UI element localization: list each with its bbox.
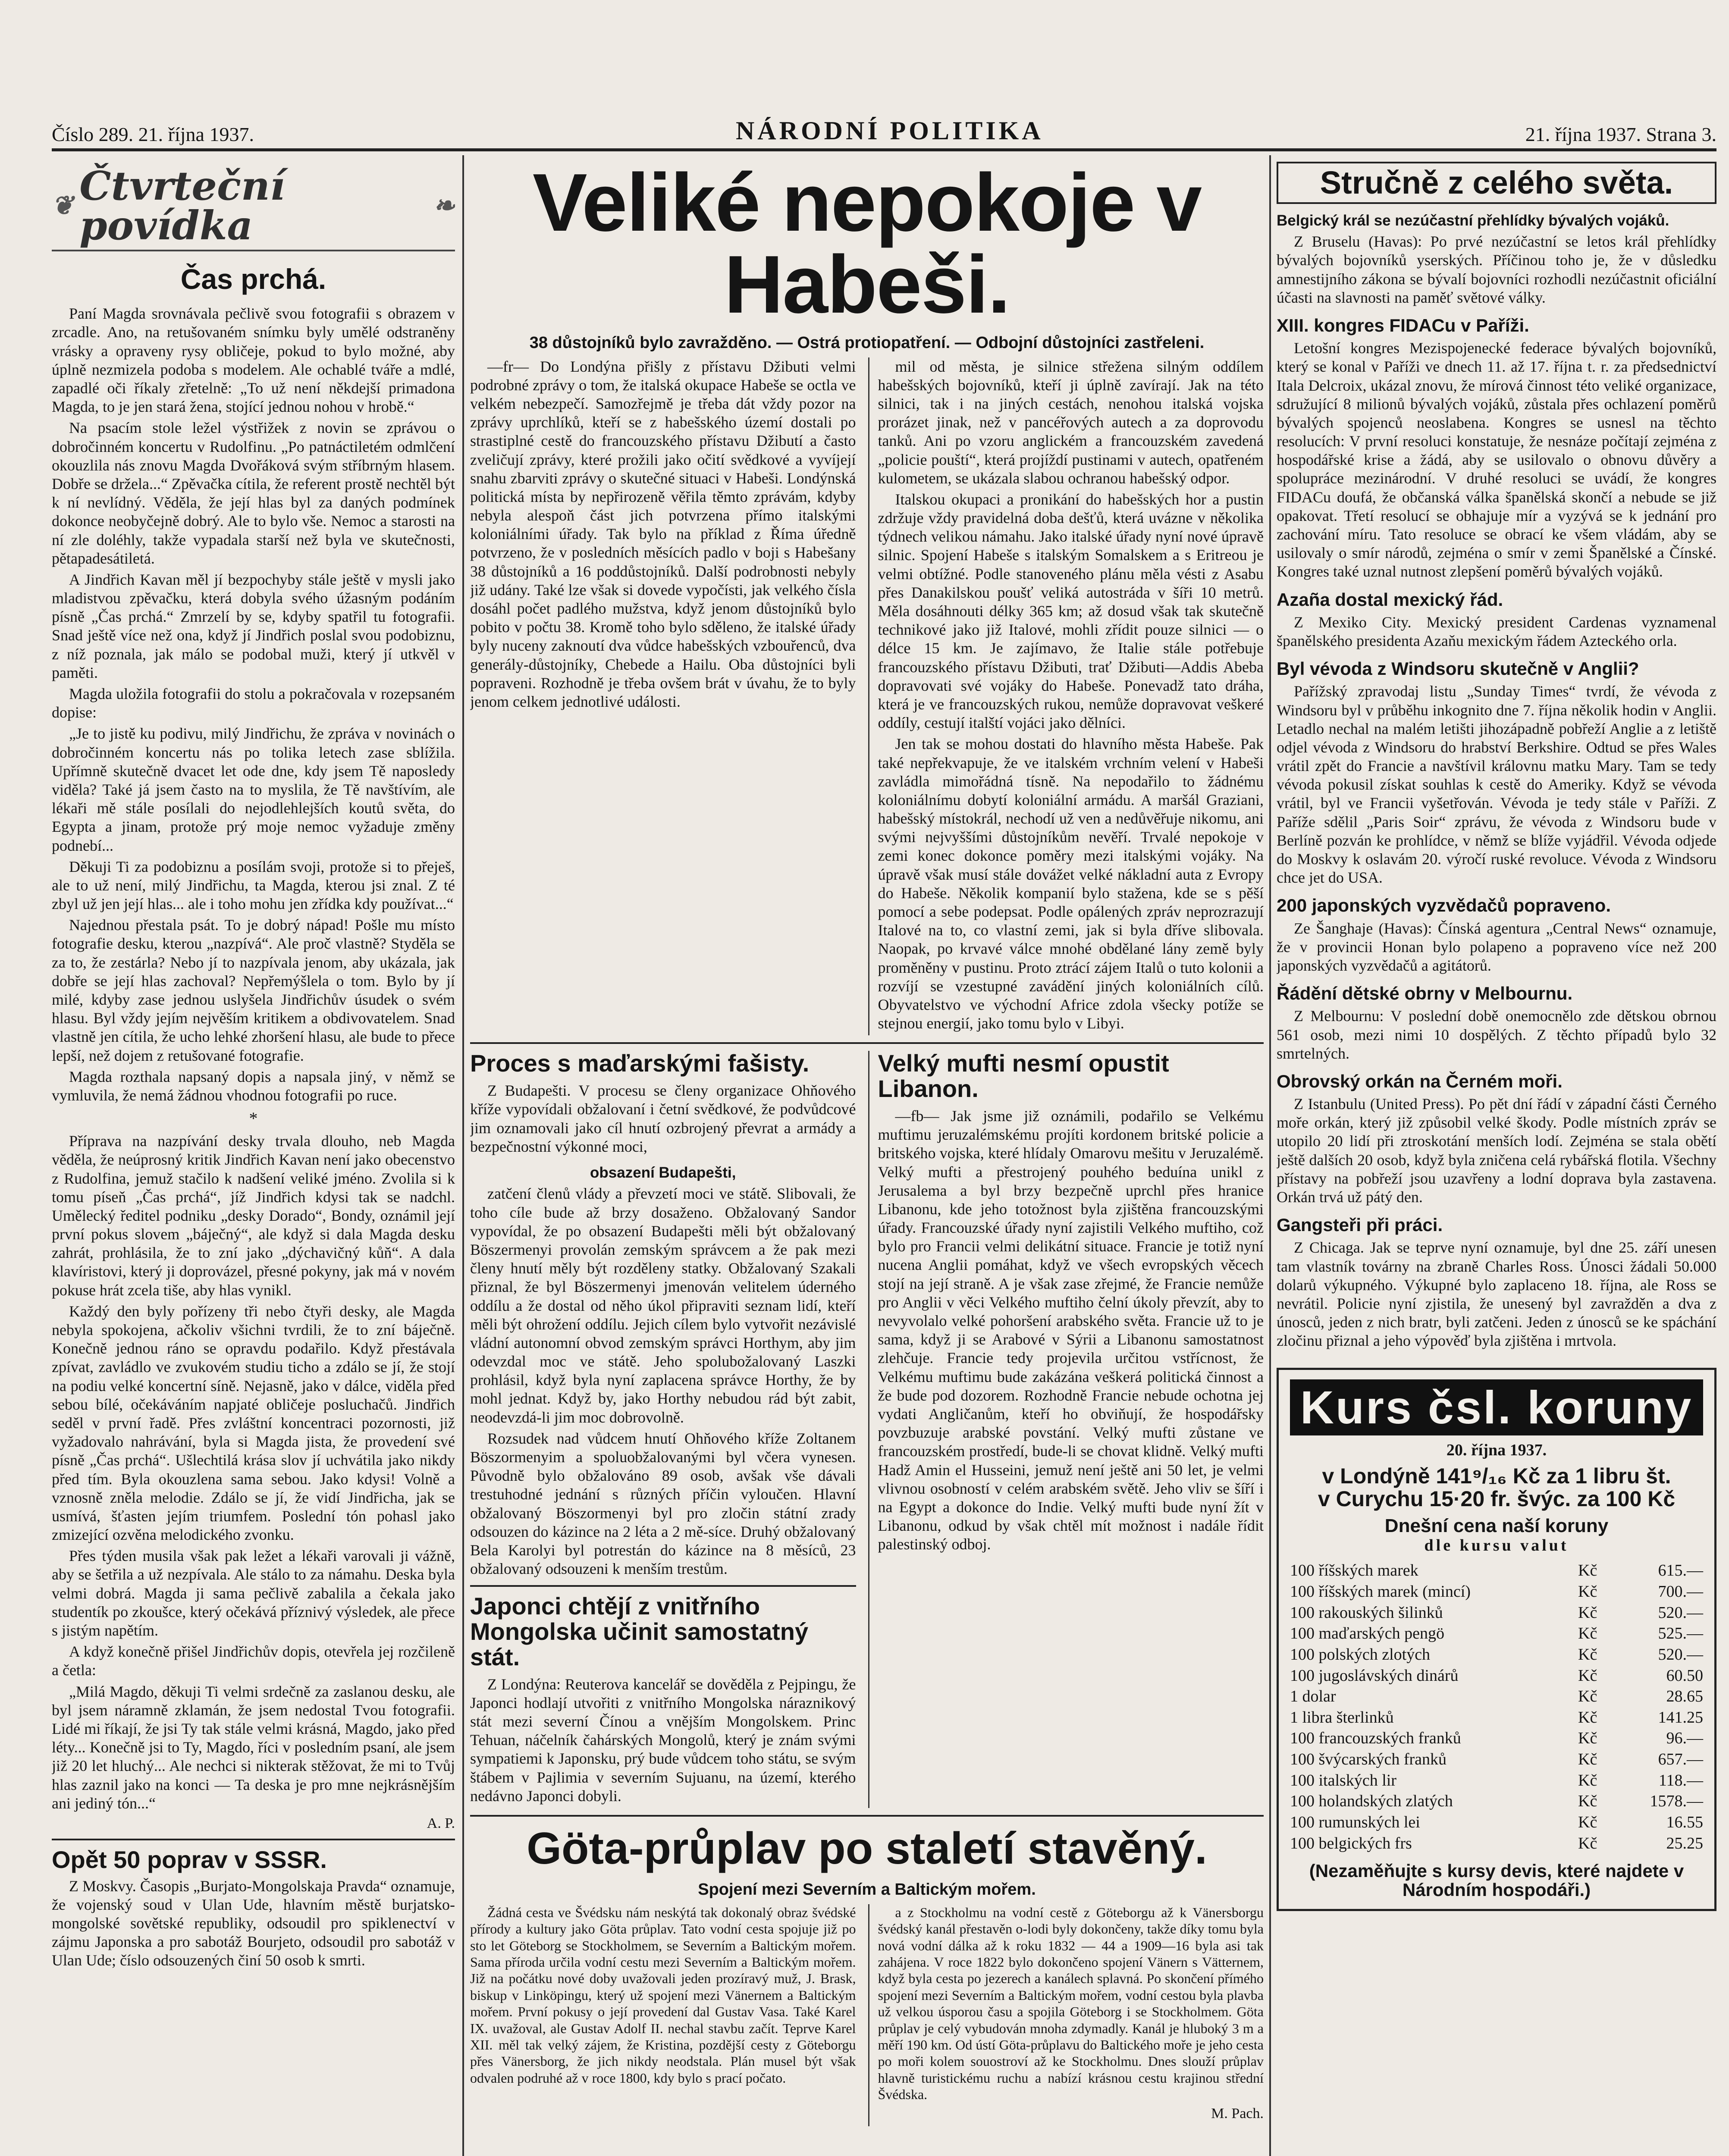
mufti-article: [868, 1051, 1264, 1808]
story-byline: A. P.: [427, 1815, 455, 1831]
habes-paragraph: Italskou okupaci a pronikání do habešských hor a pustin zdržuje vždy pravidelná doba dešťů, která uvázne v několika týdnech velikou námahu. Jako italské úřady nyní nové úpravě silnic. Spojení Habeše s italským Somalskem a s Eritreou je velmi obtížné. Podle stanoveného plánu měla vésti z Asabu přes Danakilskou poušť veliká autostráda v šíři 10 metrů. Měla dosáhnouti délky 365 km; až dosud však tak skutečně technikové jako již Italové, mohli zřídit pouze silnici — o délce 15 km. Je zajímavo, že Italie stále potřebuje francouzského přístavu Džibuti, trať Džibuti—Addis Abeba dopravovati své vojáky do Habeše. Ponevadž tato dráha, která je ve francouzských rukou, nemůže dopravovat veškeré oddíly, cestují italští vojáci jako dělníci.: [878, 490, 1264, 732]
mufti-text: —fb— Jak jsme již oznámili, podařilo se Velkému muftimu jeruzalémskému projíti kordonem britské policie a britského vojska, které hlídaly Omarovu mešitu v Jeruzalémě. Velký mufti a přestrojený pouhého beduína unikl z Jerusalema a byl brzy bezpečně uprchl přes hranice Libanonu, kde jeho totožnost byla zjištěna francouzskými úřady. Francouzské úřady nyní zajistili Velkého muftiho, což bylo pro Francii velmi delikátní situace. Francie je totiž nyní nucena Anglii pomáhat, když ve všech evropských věcech stojí na její straně. A je však zase zřejmé, že Francie nemůže pro Anglii v věci Velkého muftiho čelní úkoly převzít, aby to nevyvolalo velké pohoršení arabského světa. Francie už to je sama, když ji se Arabové v Sýrii a Libanonu samostatnost zlehčuje. Francie tedy projevila určitou vstřícnost, že Velkému muftimu bude zakázána veškerá politická činnost a že bude pod dozorem. Rozhodně Francie nebude ochotna jej vydati Angličanům, kteří ho obviňují, že hospodářsky povzbuzuje arabské povstání. Velký mufti zůstane ve francouzském prostředí, bude-li se chovat klidně. Velký mufti Hadž Amin el Husseini, jemuž není ještě ani 50 let, je velmi vlivnou osobností v celém arabském světě. Jeho vliv se šíří i na Egypt a dokonce do Indie. Velký mufti bude nyní žít v Libanonu, odkud by však chtěl mít možnost i nadále řídit palestinský odboj.: [878, 1107, 1264, 1553]
kurs-title: Kurs čsl. koruny: [1290, 1379, 1703, 1436]
story-paragraph: Děkuji Ti za podobiznu a posílám svoji, protože si to přeješ, ale to už není, milý Jindřichu, ta Magda, kterou jsi znal. Z té zbyl už jen její hlas... ale i toho mohu jen zřídka kdy používat...“: [52, 858, 455, 913]
kurs-london: v Londýně 141⁹/₁₆ Kč za 1 libru št.: [1322, 1464, 1671, 1489]
proces-subhead: obsazení Budapešti,: [590, 1164, 736, 1181]
gota-paragraph: a z Stockholmu na vodní cestě z Göteborgu až k Vänersborgu švédský kanál přestavěn o-lodi byly dokončeny, takže díky tomu byla nová vodní dálka až k roku 1832 — 44 a 1909—16 byla asi tak zahájena. V roce 1822 bylo dokončeno spojení Vänern s Vätternem, když byla cesta po jezerech a kanálech splavná. Po skončení přímého spojení mezi Severním a Baltickým mořem, vodní cestou byla plavba už velkou úsporou času a spojila Göteborg i se Stockholmem. Göta průplav je celý vybudován mnoha zdymadly. Kanál je hluboký 3 m a měří 190 km. Od ústí Göta-průplavu do Baltického moře je jeho cesta po moři kolem souostroví až ke Stockholmu. Dnes slouží průplav hlavně turistickému ruchu a nabízí krásnou cestu krajinou střední Švédska.: [878, 1904, 1264, 2103]
strucne-item: [1277, 1215, 1716, 1350]
rate-row: 1 dolar Kč 28.65: [1290, 1687, 1703, 1706]
divider: [470, 1815, 1264, 1817]
strucne-item-head: Belgický král se nezúčastní přehlídky bývalých vojáků.: [1277, 212, 1669, 229]
story-section-head: ❦ Čtvrteční povídka ❧: [52, 162, 455, 251]
story-paragraph: Najednou přestala psát. To je dobrý nápad! Pošle mu místo fotografie desku, kterou „nazpívá“. Ale proč vlastně? Styděla se za to, že zestárla? Nebo jí to nazpívala jenom, aby ukázala, jak dobře se její hlas zachoval? Nepřemýšlela o tom. Bylo by jí milé, kdyby zase jednou uslyšela Jindřichův úsudek o svém hlasu. Byl vždy jejím nejvěším kritikem a obdivovatelem. Snad vlastně jen cítila, že ucho lehké zhoršení hlasu, ale bude to přece lepší, než dojem z retušované fotografie.: [52, 916, 455, 1064]
kurs-subtitle: Dnešní cena naší koruny: [1384, 1515, 1609, 1537]
habes-paragraph: mil od města, je silnice střežena silným oddílem habešských bojovníků, kteří ji úplně zavírají. Jak na této silnici, tak i na jiných cestách, nenohou italská vojska prorázet jinak, než v pancéřových autech a za doprovodu tanků. Ani po vzoru anglickém a francouzském zavedená „policie pouští“, která projíždí pustinami v autech, opatřeném kulometem, se ukázala slabou ochranou habešský odpor.: [878, 357, 1264, 487]
strucne-title: Stručně z celého světa.: [1277, 162, 1716, 204]
habes-col-2: [868, 357, 1264, 1036]
gota-byline: M. Pach.: [1211, 2105, 1264, 2122]
habes-deck: 38 důstojníků bylo zavražděno. — Ostrá protiopatření. — Odbojní důstojníci zastřeleni.: [529, 334, 1205, 352]
divider: [52, 1839, 455, 1840]
column-rule: [462, 155, 464, 2156]
kurs-box: [1277, 1368, 1716, 1912]
strucne-item-text: Z Chicaga. Jak se teprve nyní oznamuje, byl dne 25. září unesen tam vlastník továrny na zbraně Charles Ross. Únosci žádali 50.000 dolarů výkupného. Výkupné bylo zaplaceno 18. října, ale Ross se nevrátil. Policie nyní zjistila, že unesený byl zavražděn a dva z únosců, jeden z nich bratr, byli zatčeni. Jeden z únosců se ke spáchání zločinu přiznal a jeho výpověď byla zjištěna i mrtvola.: [1277, 1239, 1716, 1350]
rate-row: 100 belgických frs Kč 25.25: [1290, 1834, 1703, 1852]
strucne-item-head: Azaña dostal mexický řád.: [1277, 589, 1503, 610]
proces-paragraph: Rozsudek nad vůdcem hnutí Ohňového kříže Zoltanem Böszormenyim a spoluobžalovanými byl včera vynesen. Původně bylo obžalováno 89 osob, avšak vše dávali trestuhodné jednání s různých příčin vyloučen. Hlavní obžalovaný Böszormenyi byl pro zločin státní zrady odsouzen do kázince na 2 léta a 2 mě-síce. Druhý obžalovaný Bela Karolyi byl potrestán do kázince na 8 měsíců, 23 obžalovaný odsouzeni k menším trestům.: [470, 1429, 856, 1578]
story-paragraph: Na psacím stole ležel výstřižek z novin se zprávou o dobročinném koncertu v Rudolfinu. „Po patnáctiletém odmlčení okouzlila nás znovu Magda Dvořáková svým stříbrným hlasem. Dobře se držela...“ Zpěvačka cítila, že referent prostě nechtěl být k ní nevlídný. Věděla, že její hlas byl za daných podmínek dokonce neobyčejně dobrý. Ale to bylo vše. Nemoc a starosti na ní zle doléhly, takže vypadala starší než byla ve skutečnosti, pětapadesátiletá.: [52, 419, 455, 567]
popravy-text: Z Moskvy. Časopis „Burjato-Mongolskaja Pravda“ oznamuje, že vojenský soud v Ulan Ude, hlavním městě burjatsko-mongolské sovětské republiky, odsoudil pro spiklenectví v zájmu Japonska a pro sabotáž Bourjeto, odsoudil pro sabotáž v Ulan Ude; číslo odsouzených činí 50 osob k smrti.: [52, 1877, 455, 1969]
strucne-item-head: Obrovský orkán na Černém moři.: [1277, 1071, 1563, 1091]
popravy-title: Opět 50 poprav v SSSR.: [52, 1846, 327, 1873]
gota-col-2: [868, 1904, 1264, 2126]
kurs-zurich: v Curychu 15·20 fr. švýc. za 100 Kč: [1318, 1486, 1676, 1511]
strucne-item-text: Z Mexiko City. Mexický president Cardenas vyznamenal španělského presidenta Azaňu mexickým řádem Azteckého orla.: [1277, 613, 1716, 649]
divider: [470, 1042, 1264, 1044]
strucne-list: [1277, 213, 1716, 1351]
japonci-text: Z Londýna: Reuterova kancelář se dověděla z Pejpingu, že Japonci hodlají utvořiti z vnitřního Mongolska náraznikový stát mezi severní Čínou a vnějším Mongolskem. Princ Tehuan, náčelník čahárských Mongolů, který je znám svými sympatiemi k Japonsku, prý bude vůdcem toho státu, se svým štábem v Pajlimia v severním Sujuanu, na území, kterého nedávno Japonci dobyli.: [470, 1675, 856, 1805]
story-paragraph: A Jindřich Kavan měl jí bezpochyby stále ještě v mysli jako mladistvou zpěvačku, která dobyla svého úžasným podáním písně „Čas prchá.“ Zmrzelí by se, kdyby spatřil tu fotografii. Snad ještě více než ona, když jí Jindřich poslal svou podobiznu, z níž poznala, jak málo se podobal muži, který jí utkvěl v paměti.: [52, 570, 455, 681]
strucne-item-text: Ze Šanghaje (Havas): Čínská agentura „Central News“ oznamuje, že v provincii Honan bylo polapeno a popraveno více než 200 japonských vyzvědačů a agitátorů.: [1277, 919, 1716, 974]
story-paragraph: Příprava na nazpívání desky trvala dlouho, neb Magda věděla, že neúprosný kritik Jindřich Kavan není jako obecenstvo z Rudolfina, jemuž stačilo k nadšení veliké jméno. Zvolila si k tomu píseň „Čas prchá“, jíž Jindřich kdysi tak se nadchl. Umělecký ředitel podniku „desky Dorado“, Bondy, oznámil její první pokus slovem „báječný“, ale když si dala Magda desku zahrát, prohlásila, že to zní jako „dýchavičný kůň“. A dala klavíristovi, který ji doprovázel, přesné pokyny, jak má v novém pokuse hrát zcela tiše, aby hlas vynikl.: [52, 1132, 455, 1299]
rate-row: 100 francouzských franků Kč 96.—: [1290, 1729, 1703, 1748]
strucne-item-head: Gangsteři při práci.: [1277, 1215, 1443, 1235]
rate-row: 100 švýcarských franků Kč 657.—: [1290, 1750, 1703, 1769]
gota-deck: Spojení mezi Severním a Baltickým mořem.: [698, 1880, 1036, 1899]
strucne-item: [1277, 896, 1716, 975]
asterisk-separator: *: [249, 1109, 258, 1128]
story-paragraph: Každý den byly pořízeny tři nebo čtyři desky, ale Magda nebyla spokojena, ačkoliv všichni tvrdili, že to zní báječně. Konečně jednou ráno se opravdu podařilo. Když přestávala zpívat, zavládlo ve zvukovém studiu ticho a zdálo se jí, že stojí na podiu velké koncertní síně. Nejasně, jako v dálce, viděla před sebou bílé, očekáváním napjaté obličeje posluchačů. Jindřich seděl v první řadě. Přes zvláštní koncentraci pozornosti, již vyžadovalo nahrávání, byla si Magda jista, že provedení své písně „Čas prchá“. Ušlechtilá krása slov jí uchvátila jako nikdy před tím. Byla okouzlena sama sebou. Jako kdysi! Volně a vznosně zněla melodie. Zdálo se jí, že vidí Jindřicha, jak se usmívá, šťasten jejím triumfem. Poslední tón pohasl jako zmizející ozvěna melodického zvonku.: [52, 1302, 455, 1544]
habes-body: [470, 357, 1264, 1036]
strucne-item: [1277, 590, 1716, 651]
strucne-item-head: 200 japonských vyzvědačů popraveno.: [1277, 895, 1611, 916]
strucne-item: [1277, 659, 1716, 887]
habes-paragraph: —fr— Do Londýna přišly z přístavu Džibuti velmi podrobné zprávy o tom, že italská okupace Habeše se octla ve velkém nebezpečí. Samozřejmě je třeba dát vždy pozor na zprávy uprchlíků, kteří se z habešského území dostali po strastiplné cestě do francouzského přístavu Džibutí a často zveličují zprávy, které prožili jako očití svědkové a vyvíjejí snahu zbarviti zprávy o skutečné situaci v Habeši. Londýnská politická místa by nepřirozeně věřila těmto zprávám, kdyby nebyla alespoň část jich potvrzena přímo italskými koloniálními úřady. Tak bylo na příklad z Říma úředně potvrzeno, že v posledních měsících padlo v boji s Habešany 38 důstojníků a 16 poddůstojníků. Další podrobnosti nebyly již udány. Také lze však si dovede vypočísti, jak velkého čísla dosáhl počet padlého mužstva, když jenom důstojníků bylo pobito v počtu 38. Kromě toho bylo sděleno, že italské úřady byly nuceny zaknoutí dva vůdce habešských vzbouřenců, dva generály-důstojníky, Chebede a Hailu. Oba důstojníci byli popraveni. Rozhodně je třeba ovšem brát v úvahu, že to byly jenom celkem jednotlivé události.: [470, 357, 856, 710]
strucne-item: [1277, 213, 1716, 307]
paper-title: NÁRODNÍ POLITIKA: [735, 116, 1044, 145]
rate-row: 100 holandských zlatých Kč 1578.—: [1290, 1792, 1703, 1811]
strucne-item: [1277, 984, 1716, 1063]
rate-row: 100 říšských marek (mincí) Kč 700.—: [1290, 1583, 1703, 1601]
rate-row: 100 říšských marek Kč 615.—: [1290, 1561, 1703, 1580]
habes-col-1: [470, 357, 856, 1036]
issue-number: Číslo 289. 21. října 1937.: [52, 123, 254, 145]
strucne-item-text: Letošní kongres Mezispojenecké federace bývalých bojovníků, který se konal v Paříži ve dnech 11. až 17. října t. r. za předsednictví Itala Delcroix, ukázal znovu, že mírová činnost této veliké organizace, sdružující 8 milionů bývalých vojáků, zůstala přes ochlazení poměrů bývalých spojenců neoslabena. Kongres se usnesl na těchto resolucích: V první resoluci konstatuje, že nesnáze počítají zejména z hospodářské krise a žádá, aby se usilovalo o obnovu důvěry a spolupráce mezinárodní. V druhé resoluci se uvádí, že kongres FIDACu doufá, že občanská válka španělská skončí a nebude se již opakovat. Třetí resolucí se obhajuje mír a vyzývá se k jednání pro zachování míru. Tato resoluce se obrací ke všem vládám, aby se usilovaly o smír národů, zejména o smír v zemi Španělské a Čínské. Kongres také uznal nutnost zlepšení poměrů bývalých vojáků.: [1277, 339, 1716, 580]
flourish-icon: ❧: [433, 191, 455, 221]
proces-title: Proces s maďarskými fašisty.: [470, 1050, 810, 1077]
mufti-title: Velký mufti nesmí opustit Libanon.: [878, 1050, 1169, 1103]
kurs-footer: (Nezaměňujte s kursy devis, které najdete v Národním hospodáři.): [1309, 1861, 1684, 1900]
middle-column: [470, 162, 1264, 2156]
strucne-item-text: Z Melbournu: V poslední době onemocnělo zde dětskou obrnou 561 osob, mezi nimi 10 dospělých. Z těchto případů bylo 32 smrtelných.: [1277, 1007, 1716, 1062]
kurs-rates: [1290, 1560, 1703, 1854]
story-paragraph: „Milá Magdo, děkuji Ti velmi srdečně za zaslanou desku, ale byl jsem náramně zklamán, že jsem nedostal Tvou fotografii. Lidé mi říkají, že jsi Ty tak stále velmi krásná, Magdo, jako před léty... Konečně jsi to Ty, Magdo, říci v posledním psaní, ale jsem již 20 let hluchý... Ale nechci si nikterak stěžovat, že mi to Tvůj hlas zaznil jako na konci — Ta deska je pro mne nejkrásnějším ani jediný tón...“: [52, 1683, 455, 1812]
story-paragraph: Přes týden musila však pak ležet a lékaři varovali ji vážně, aby se šetřila a už nezpívala. Ale stálo to za námahu. Deska byla velmi dobrá. Magda ji sama pečlivě zabalila a čekala jako studentík po zkoušce, který očekává příznivý výsledek, ale přece s jistým napětím.: [52, 1547, 455, 1639]
strucne-item-text: Z Bruselu (Havas): Po prvé nezúčastní se letos král přehlídky bývalých bojovníků yserských. Příčinou toho je, že v důsledku amnestijního zákona se bývalí bojovníci rozhodli nezúčastnit oficiální účasti na slavnosti na paměť světové války.: [1277, 233, 1716, 306]
story-paragraph: Magda uložila fotografii do stolu a pokračovala v rozepsaném dopise:: [52, 685, 455, 721]
strucne-item-head: XIII. kongres FIDACu v Paříži.: [1277, 315, 1529, 335]
rate-row: 100 rumunských lei Kč 16.55: [1290, 1813, 1703, 1831]
kurs-subtitle-2: dle kursu valut: [1424, 1536, 1569, 1555]
gota-body: [470, 1904, 1264, 2126]
habes-headline: Veliké nepokoje v Habeši.: [532, 162, 1202, 330]
middle-lower-row: [470, 1051, 1264, 1808]
story-paragraph: Paní Magda srovnávala pečlivě svou fotografii s obrazem v zrcadle. Ano, na retušovaném snímku byly umělé odstraněny vrásky a opraveny rysy obličeje, pokud to bylo možné, aby úplně nezmizela podoba s modelem. Ale ochablé tváře a mdlé, zapadlé oči říkaly zřetelně: „To už není někdejší primadona Magda, to je jen stará žena, stojící jednou nohou v hrobě.“: [52, 305, 455, 416]
right-column: [1277, 162, 1716, 2156]
kurs-date: 20. října 1937.: [1446, 1441, 1547, 1460]
divider: [470, 1585, 856, 1587]
strucne-item: [1277, 1072, 1716, 1206]
story-title: Čas prchá.: [180, 263, 326, 295]
proces-paragraph: zatčení členů vlády a převzetí moci ve státě. Slibovali, že toho cíle bude až brzy dosaženo. Obžalovaný Sandor vypovídal, že po obsazení Budapešti měli být obžalovaný Böszermenyi provolán zemským správcem a že pak mezi členy hnutí měly být rozděleny statky. Obžalovaný Szakali přiznal, že byl Böszermenyi jmenován velitelem úderného oddílu a že dostal od něho úkol připraviti seznam lidí, kteří měli být ohrožení oddílu. Jejich cílem bylo vytvořit nezávislé vládní autonomní obvod zemským správci Horthym, aby jim odevzdal moc ve státě. Jeho spolubožalovaný Laszki prohlásil, když byla nyní zaplacena správce Horthy, že by mohl jednat. Když by, jako Horthy nebudou rád být zabit, neodevzdá-li jim moc dobrovolně.: [470, 1185, 856, 1426]
proces-paragraph: Z Budapešti. V procesu se členy organizace Ohňového kříže vypovídali obžalovaní i četní svědkové, že podvůdcové jim oznamovali jako cíl hnutí ozbrojený převrat a armády a bezpečnostní výkonné moci,: [470, 1082, 856, 1155]
strucne-item: [1277, 316, 1716, 581]
story-body: [52, 304, 455, 1832]
habes-paragraph: Jen tak se mohou dostati do hlavního města Habeše. Pak také nepřekvapuje, že ve italském vrchním velení v Habeši zavládla mimořádná tísně. Na nepodařilo to žádnému koloniálnímu dobytí koloniální armádu. A maršál Graziani, habešský místokrál, nechodí už ven a nedůvěřuje nikomu, ani svými nejvyššími důstojníkům nevěří. Trvalé nepokoje v zemi konec dokonce poměry mezi italskými vojáky. Na úpravě však musí stále dovážet velké nákladní auta z Evropy do Habeše. Několik kompanií bylo stažena, kde se s pěší pomocí a sebe podepsat. Podle opálených zpráv neprozrazují Italové na to, co vlastní zemi, jak si byla dříve slibovala. Naopak, po krvavé válce mnohé obdělané lány země byly proměněny v pustinu. Proto ztrácí zájem Italů o tuto kolonii a rozvíjí se vzestupné zavádění jiných koloniálních cílů. Obyvatelstvo ve východní Africe zdola všecky potíže se stejnou energií, jako tomu bylo v Libyi.: [878, 735, 1264, 1032]
rate-row: 100 rakouských šilinků Kč 520.—: [1290, 1603, 1703, 1622]
rate-row: 100 polských zlotých Kč 520.—: [1290, 1645, 1703, 1664]
gota-col-1: [470, 1904, 856, 2126]
rate-row: 100 italských lir Kč 118.—: [1290, 1771, 1703, 1789]
strucne-item-head: Byl vévoda z Windsoru skutečně v Anglii?: [1277, 658, 1639, 679]
japonci-title: Japonci chtějí z vnitřního Mongolska učinit samostatný stát.: [470, 1592, 809, 1670]
gota-paragraph: Žádná cesta ve Švédsku nám neskýtá tak dokonalý obraz švédské přírody a kultury jako Göta průplav. Tato vodní cesta spojuje již po sto let Göteborg se Stockholmem, se Severním a Baltickým mořem. Sama příroda určila vodní cestu mezi Severním a Baltickým mořem. Již na počátku nové doby uvažovali jeden prozíravý muž, J. Brask, biskup v Linköpingu, který už spojení mezi Vänernem a Baltickým mořem. První pokusy o její provedení dal Gustav Vasa. Také Karel IX. uvažoval, ale Gustav Adolf II. nechal stavbu začít. Teprve Karel XII. měl tak velký zájem, že Kristina, pozdější cesty z Göteborgu přes Vänersborg, že jich nikdy neodstala. Plán musel být však odvalen podruhé až v roce 1800, kdy bylo s prací počato.: [470, 1904, 856, 2086]
flourish-icon: ❦: [52, 191, 74, 221]
story-paragraph: Magda rozthala napsaný dopis a napsala jiný, v němž se vymluvila, že nemá žádnou vhodnou fotografii po ruce.: [52, 1068, 455, 1104]
story-paragraph: „Je to jistě ku podivu, milý Jindřichu, že zpráva v novinách o dobročinném koncertu nás po tolika letech zase sblížila. Upřímně skutečně dvacet let ode dne, kdy jsem Tě naposledy viděla? Také já jsem často na to myslila, že Tě navštívím, ale lékaři mě stále posílali do nejodlehlejších koutů světa, do Egypta a jinam, protože prý moje nemoc vyžaduje změny podnebí...: [52, 725, 455, 854]
date-and-page: 21. října 1937. Strana 3.: [1525, 123, 1716, 145]
strucne-item-text: Z Istanbulu (United Press). Po pět dní řádí v západní části Černého moře orkán, který již způsobil velké škody. Podle místních zpráv se utopilo 20 lidí při ztroskotání menších lodí. Zejména se stala obětí ještě dalších 20 osob, když byla zničena celá rybářská flotila. Všechny přístavy na pobřeží jsou uzavřeny a lodní doprava byla zastavena. Orkán trvá už pátý den.: [1277, 1095, 1716, 1206]
strucne-item-head: Řádění dětské obrny v Melbournu.: [1277, 983, 1573, 1004]
masthead: [52, 116, 1716, 151]
proces-article: [470, 1051, 856, 1808]
rate-row: 100 jugoslávských dinárů Kč 60.50: [1290, 1666, 1703, 1685]
gota-headline: Göta-průplav po staletí stavěný.: [527, 1824, 1207, 1874]
story-paragraph: A když konečně přišel Jindřichův dopis, otevřela jej rozčileně a četla:: [52, 1643, 455, 1679]
rate-row: 100 maďarských pengö Kč 525.—: [1290, 1624, 1703, 1643]
strucne-item-text: Pařížský zpravodaj listu „Sunday Times“ tvrdí, že vévoda z Windsoru byl v průběhu inkognito dne 7. října několik hodin v Anglii. Letadlo nechal na malém letišti jihozápadně pobřeží Anglie a z letiště odjel vévoda z Windsoru do hrabství Berkshire. Odtud se přes Wales vrátil zpět do Francie a navštívil královnu matku Mary. Tam se tedy vévoda pokusil získat souhlas k cestě do Ameriky. Když se vévoda vrátil, byl ve Francii vyšetřován. Vévoda je tedy stále v Paříži. Z Paříže sdělil „Paris Soir“ zprávu, že vévoda z Windsoru bude v Berlíně pozván ke prohlídce, v němž se blíže vyjádřil. Vévoda odjede do Moskvy k oslavám 20. výročí ruské revoluce. Vévoda z Windsoru chce jet do USA.: [1277, 683, 1716, 887]
left-column: [52, 162, 455, 2156]
column-rule: [1269, 155, 1271, 2156]
rate-row: 1 libra šterlinků Kč 141.25: [1290, 1708, 1703, 1727]
